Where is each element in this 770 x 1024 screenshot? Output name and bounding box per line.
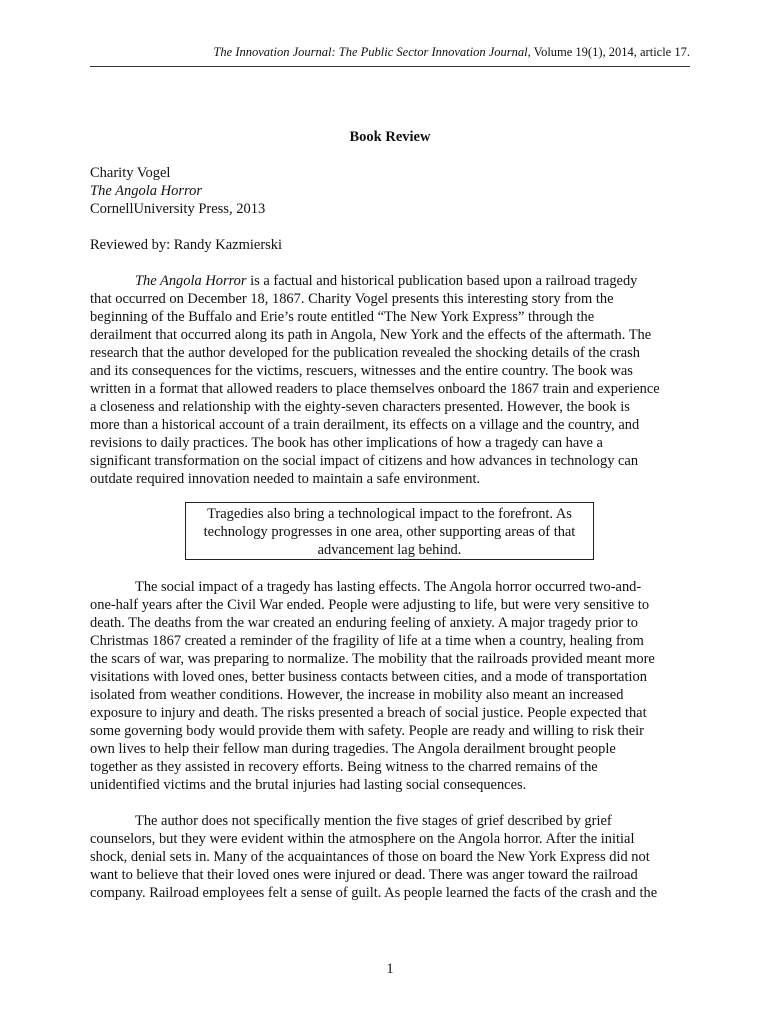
paragraph-line: The social impact of a tragedy has lasting effects. The Angola horror occurred two-and- bbox=[135, 579, 642, 595]
paragraph-line: visitations with loved ones, better business contacts between cities, and a mode of transportation bbox=[90, 669, 647, 685]
paragraph-line: outdate required innovation needed to maintain a safe environment. bbox=[90, 471, 481, 487]
header-rule bbox=[90, 66, 690, 67]
paragraph-line: The author does not specifically mention the five stages of grief described by grief bbox=[135, 813, 612, 829]
pull-quote-line: advancement lag behind. bbox=[317, 542, 462, 558]
paragraph-line: shock, denial sets in. Many of the acquaintances of those on board the New York Express did not bbox=[90, 849, 650, 865]
paragraph-line: derailment that occurred along its path in Angola, New York and the effects of the aftermath. The bbox=[90, 327, 652, 343]
paragraph-line: the scars of war, was preparing to normalize. The mobility that the railroads provided meant more bbox=[90, 651, 655, 667]
pull-quote-line: technology progresses in one area, other supporting areas of that bbox=[203, 524, 576, 540]
journal-title: The Innovation Journal: The Public Sector Innovation Journal, bbox=[213, 45, 531, 59]
paragraph-line: one-half years after the Civil War ended. People were adjusting to life, but were very sensitive to bbox=[90, 597, 650, 613]
paragraph-line: own lives to help their fellow man during tragedies. The Angola derailment brought people bbox=[90, 741, 616, 757]
book-publisher: CornellUniversity Press, 2013 bbox=[90, 201, 266, 217]
paragraph-line: The Angola Horror is a factual and historical publication based upon a railroad tragedy bbox=[135, 273, 638, 289]
book-author: Charity Vogel bbox=[90, 165, 171, 181]
paragraph-line: exposure to injury and death. The risks presented a breach of social justice. People expected that bbox=[90, 705, 647, 721]
paragraph-line: a closeness and relationship with the eighty-seven characters presented. However, the book is bbox=[90, 399, 630, 415]
paragraph-line: unidentified victims and the brutal injuries had lasting social consequences. bbox=[90, 777, 527, 793]
inline-book-title: The Angola Horror bbox=[135, 273, 247, 289]
paragraph-line: significant transformation on the social impact of citizens and how advances in technology can bbox=[90, 453, 639, 469]
paragraph-line: revisions to daily practices. The book has other implications of how a tragedy can have a bbox=[90, 435, 603, 451]
paragraph-2 bbox=[90, 578, 690, 794]
paragraph-line: together as they assisted in recovery efforts. Being witness to the charred remains of the bbox=[90, 759, 598, 775]
book-title: The Angola Horror bbox=[90, 183, 202, 199]
paragraph-line: written in a format that allowed readers to place themselves onboard the 1867 train and experience bbox=[90, 381, 660, 397]
paragraph-line: isolated from weather conditions. However, the increase in mobility also meant an increased bbox=[90, 687, 624, 703]
paragraph-line: beginning of the Buffalo and Erie’s route entitled “The New York Express” through the bbox=[90, 309, 595, 325]
book-citation bbox=[90, 164, 265, 218]
paragraph-line: counselors, but they were evident within the atmosphere on the Angola horror. After the initial bbox=[90, 831, 635, 847]
paragraph-line: research that the author developed for the publication revealed the shocking details of the crash bbox=[90, 345, 641, 361]
paragraph-line: company. Railroad employees felt a sense of guilt. As people learned the facts of the crash and the bbox=[90, 885, 658, 901]
pull-quote-line: Tragedies also bring a technological impact to the forefront. As bbox=[207, 506, 572, 522]
paragraph-3 bbox=[90, 812, 690, 902]
running-header bbox=[90, 44, 690, 60]
paragraph-line: more than a historical account of a train derailment, its effects on a village and the country, and bbox=[90, 417, 640, 433]
page-number: 1 bbox=[386, 961, 394, 977]
paragraph-line: and its consequences for the victims, rescuers, witnesses and the entire country. The book was bbox=[90, 363, 633, 379]
paragraph-line: death. The deaths from the war created an enduring feeling of anxiety. A major tragedy prior to bbox=[90, 615, 639, 631]
paragraph-line: that occurred on December 18, 1867. Charity Vogel presents this interesting story from the bbox=[90, 291, 614, 307]
volume-info: Volume 19(1), 2014, article 17. bbox=[530, 45, 690, 59]
pull-quote-box bbox=[185, 502, 594, 560]
paragraph-line: want to believe that their loved ones were injured or dead. There was anger toward the railroad bbox=[90, 867, 638, 883]
reviewer-line: Reviewed by: Randy Kazmierski bbox=[90, 237, 283, 253]
paragraph-1 bbox=[90, 272, 690, 488]
paragraph-line: Christmas 1867 created a reminder of the fragility of life at a time when a country, healing from bbox=[90, 633, 644, 649]
paragraph-line: some governing body would provide them with safety. People are ready and willing to risk their bbox=[90, 723, 644, 739]
section-title: Book Review bbox=[349, 129, 431, 145]
